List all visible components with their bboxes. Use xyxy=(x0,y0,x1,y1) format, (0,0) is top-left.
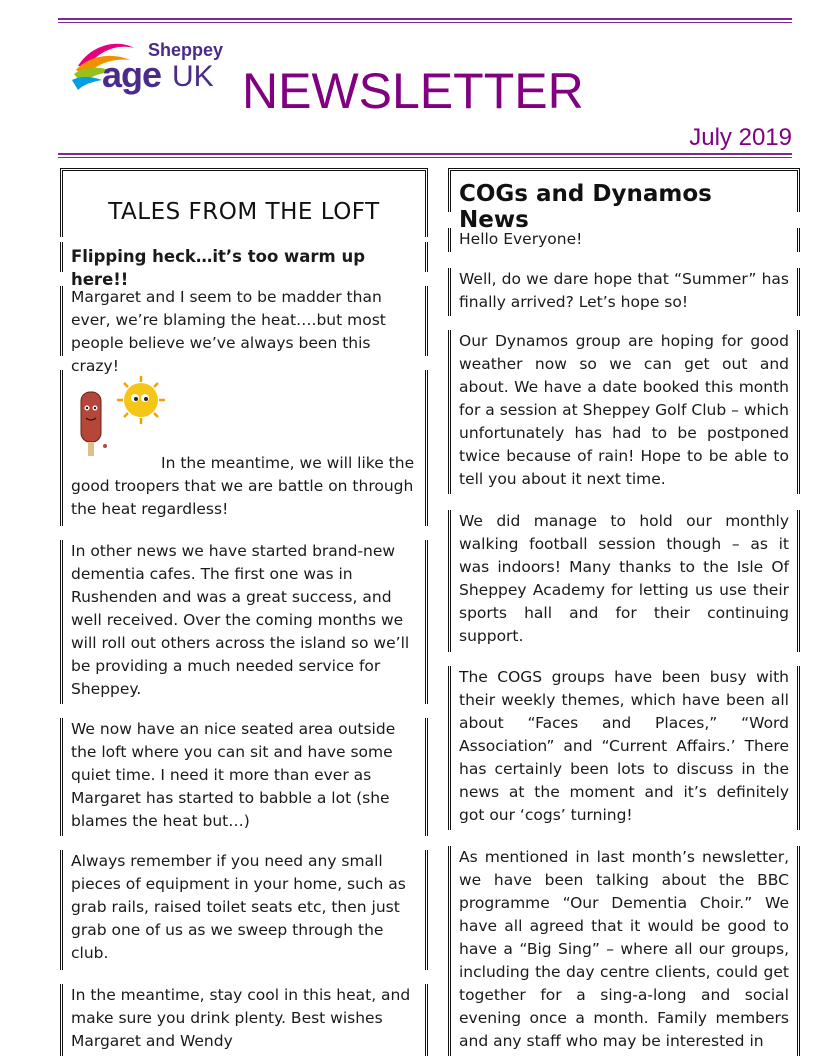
cogs-paragraph-box xyxy=(448,666,800,830)
loft-paragraph-box xyxy=(60,718,428,836)
top-divider xyxy=(58,18,792,23)
loft-paragraph-box xyxy=(60,984,428,1056)
loft-paragraph: In the meantime, we will like the good troopers that we are battle on through the heat regardless! xyxy=(71,454,415,518)
loft-paragraph-box xyxy=(60,286,428,375)
loft-paragraph-box xyxy=(60,370,428,526)
loft-paragraph: Always remember if you need any small pieces of equipment in your home, such as grab rails, raised toilet seats etc, then just grab one of us as we sweep through the club. xyxy=(71,852,406,962)
cogs-paragraph-box xyxy=(448,510,800,652)
loft-paragraph-box xyxy=(60,850,428,970)
cogs-paragraph: Well, do we dare hope that “Summer” has finally arrived? Let’s hope so! xyxy=(459,270,789,311)
loft-paragraph: Margaret and I seem to be madder than ever, we’re blaming the heat….but most people believe we’ve always been this crazy! xyxy=(71,288,386,375)
logo-age-text: age xyxy=(102,54,162,95)
cogs-paragraph-box xyxy=(448,330,800,494)
ice-lolly-icon xyxy=(81,392,107,456)
loft-column-title: TALES FROM THE LOFT xyxy=(108,199,380,225)
summer-clipart xyxy=(71,370,417,452)
logo-sheppey-text: Sheppey xyxy=(148,40,224,60)
loft-subtitle-box xyxy=(60,242,428,289)
cogs-paragraph: Hello Everyone! xyxy=(459,230,583,248)
loft-paragraph: In the meantime, stay cool in this heat, and make sure you drink plenty. Best wishes Margaret and Wendy xyxy=(71,986,411,1050)
sun-icon xyxy=(117,376,165,424)
cogs-paragraph-box xyxy=(448,228,800,252)
loft-title-box xyxy=(60,168,428,237)
age-uk-logo xyxy=(72,36,232,102)
cogs-title-box xyxy=(448,168,800,233)
header-divider xyxy=(58,153,792,158)
cogs-paragraph: Our Dynamos group are hoping for good weather now so we can get out and about. We have a date booked this month for a session at Sheppey Golf Club – which unfortunately has had to be postponed twice because of rain! Hope to be able to tell you about it next time. xyxy=(459,332,789,488)
loft-paragraph-box xyxy=(60,540,428,704)
newsletter-title: NEWSLETTER xyxy=(242,63,584,119)
cogs-column-title: COGs and Dynamos News xyxy=(459,181,712,233)
cogs-paragraph: The COGS groups have been busy with their weekly themes, which have been all about “Faces and Places,” “Word Association” and “Current Affairs.’ There has certainly been lots to discuss in the news at the moment and it’s definitely got our ‘cogs’ turning! xyxy=(459,668,789,824)
loft-paragraph: In other news we have started brand-new dementia cafes. The first one was in Rushenden and was a great success, and well received. Over the coming months we will roll out others across the island so we’ll be providing a much needed service for Sheppey. xyxy=(71,542,410,698)
loft-paragraph: We now have an nice seated area outside the loft where you can sit and have some quiet time. I need it more than ever as Margaret has started to babble a lot (she blames the heat but…) xyxy=(71,720,396,830)
cogs-paragraph: We did manage to hold our monthly walking football session though – as it was indoors! Many thanks to the Isle Of Sheppey Academy for letting us use their sports hall and for their continuing support. xyxy=(459,512,789,645)
cogs-paragraph-box xyxy=(448,846,800,1056)
cogs-paragraph-box xyxy=(448,268,800,316)
cogs-paragraph: As mentioned in last month’s newsletter, we have been talking about the BBC programme “Our Dementia Choir.” We have all agreed that it would be good to have a “Big Sing” – where all our groups, including the day centre clients, could get together for a sing-a-long and social evening once a month. Family members and any staff who may be interested in xyxy=(459,848,789,1050)
logo-uk-text: UK xyxy=(172,60,214,93)
loft-subtitle: Flipping heck…it’s too warm up here!! xyxy=(71,247,366,289)
issue-date: July 2019 xyxy=(689,124,792,151)
